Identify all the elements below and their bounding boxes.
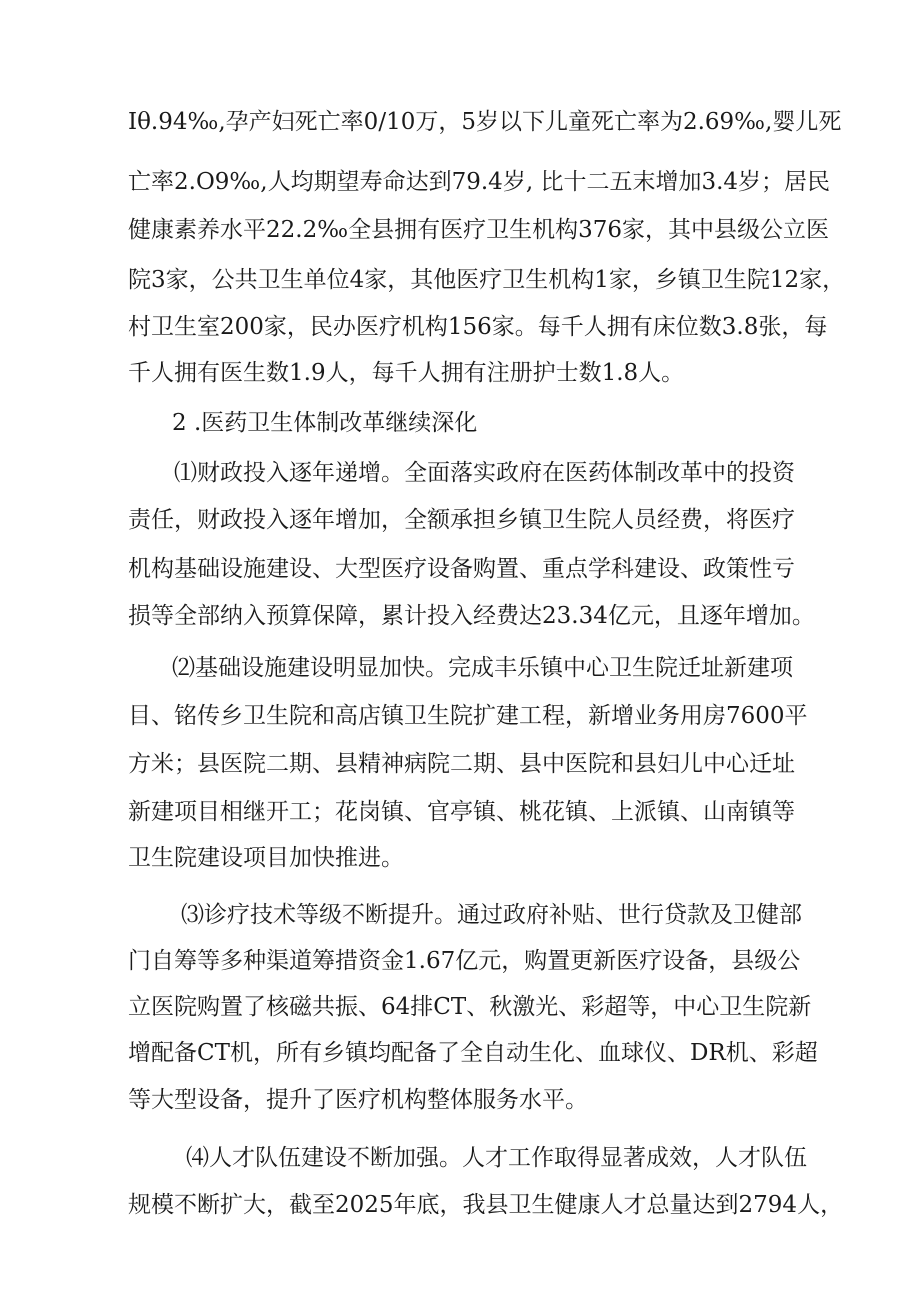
paragraph-1-line-4: 损等全部纳入预算保障，累计投入经费达23.34亿元，且逐年增加。 <box>128 603 815 629</box>
paragraph-1-line-1: ⑴财政投入逐年递增。全面落实政府在医药体制改革中的投资 <box>174 460 795 486</box>
paragraph-2-line-3: 方米；县医院二期、县精神病院二期、县中医院和县妇儿中心迁址 <box>128 751 795 777</box>
paragraph-intro-line-3: 健康素养水平22.2‰全县拥有医疗卫生机构376家，其中县级公立医 <box>128 217 829 243</box>
paragraph-intro-line-1: Iθ.94‰,孕产妇死亡率0/10万，5岁以下儿童死亡率为2.69‰,婴儿死 <box>128 109 842 135</box>
paragraph-2-line-5: 卫生院建设项目加快推进。 <box>128 845 404 871</box>
paragraph-3-line-4: 增配备CT机，所有乡镇均配备了全自动生化、血球仪、DR机、彩超 <box>128 1040 818 1066</box>
paragraph-intro-line-5: 村卫生室200家，民办医疗机构156家。每千人拥有床位数3.8张，每 <box>128 314 828 340</box>
paragraph-1-line-2: 责任，财政投入逐年增加，全额承担乡镇卫生院人员经费，将医疗 <box>128 507 795 533</box>
paragraph-intro-line-4: 院3家，公共卫生单位4家，其他医疗卫生机构1家，乡镇卫生院12家， <box>128 267 846 293</box>
paragraph-2-line-1: ⑵基础设施建设明显加快。完成丰乐镇中心卫生院迁址新建项 <box>172 655 793 681</box>
paragraph-3-line-5: 等大型设备，提升了医疗机构整体服务水平。 <box>128 1087 588 1113</box>
paragraph-2-line-2: 目、铭传乡卫生院和高店镇卫生院扩建工程，新增业务用房7600平 <box>128 703 808 729</box>
paragraph-3-line-1: ⑶诊疗技术等级不断提升。通过政府补贴、世行贷款及卫健部 <box>181 902 802 928</box>
paragraph-intro-line-6: 千人拥有医生数1.9人，每千人拥有注册护士数1.8人。 <box>128 360 685 386</box>
paragraph-4-line-1: ⑷人才队伍建设不断加强。人才工作取得显著成效，人才队伍 <box>186 1145 807 1171</box>
paragraph-4-line-2: 规模不断扩大，截至2025年底，我县卫生健康人才总量达到2794人， <box>128 1192 844 1218</box>
section-heading: 2 .医药卫生体制改革继续深化 <box>172 410 478 436</box>
paragraph-1-line-3: 机构基础设施建设、大型医疗设备购置、重点学科建设、政策性亏 <box>128 556 795 582</box>
paragraph-intro-line-2: 亡率2.O9‰,人均期望寿命达到79.4岁, 比十二五末增加3.4岁；居民 <box>128 169 831 195</box>
paragraph-3-line-3: 立医院购置了核磁共振、64排CT、秋激光、彩超等，中心卫生院新 <box>128 994 812 1020</box>
paragraph-2-line-4: 新建项目相继开工；花岗镇、官亭镇、桃花镇、上派镇、山南镇等 <box>128 799 795 825</box>
paragraph-3-line-2: 门自筹等多种渠道筹措资金1.67亿元，购置更新医疗设备，县级公 <box>128 948 801 974</box>
